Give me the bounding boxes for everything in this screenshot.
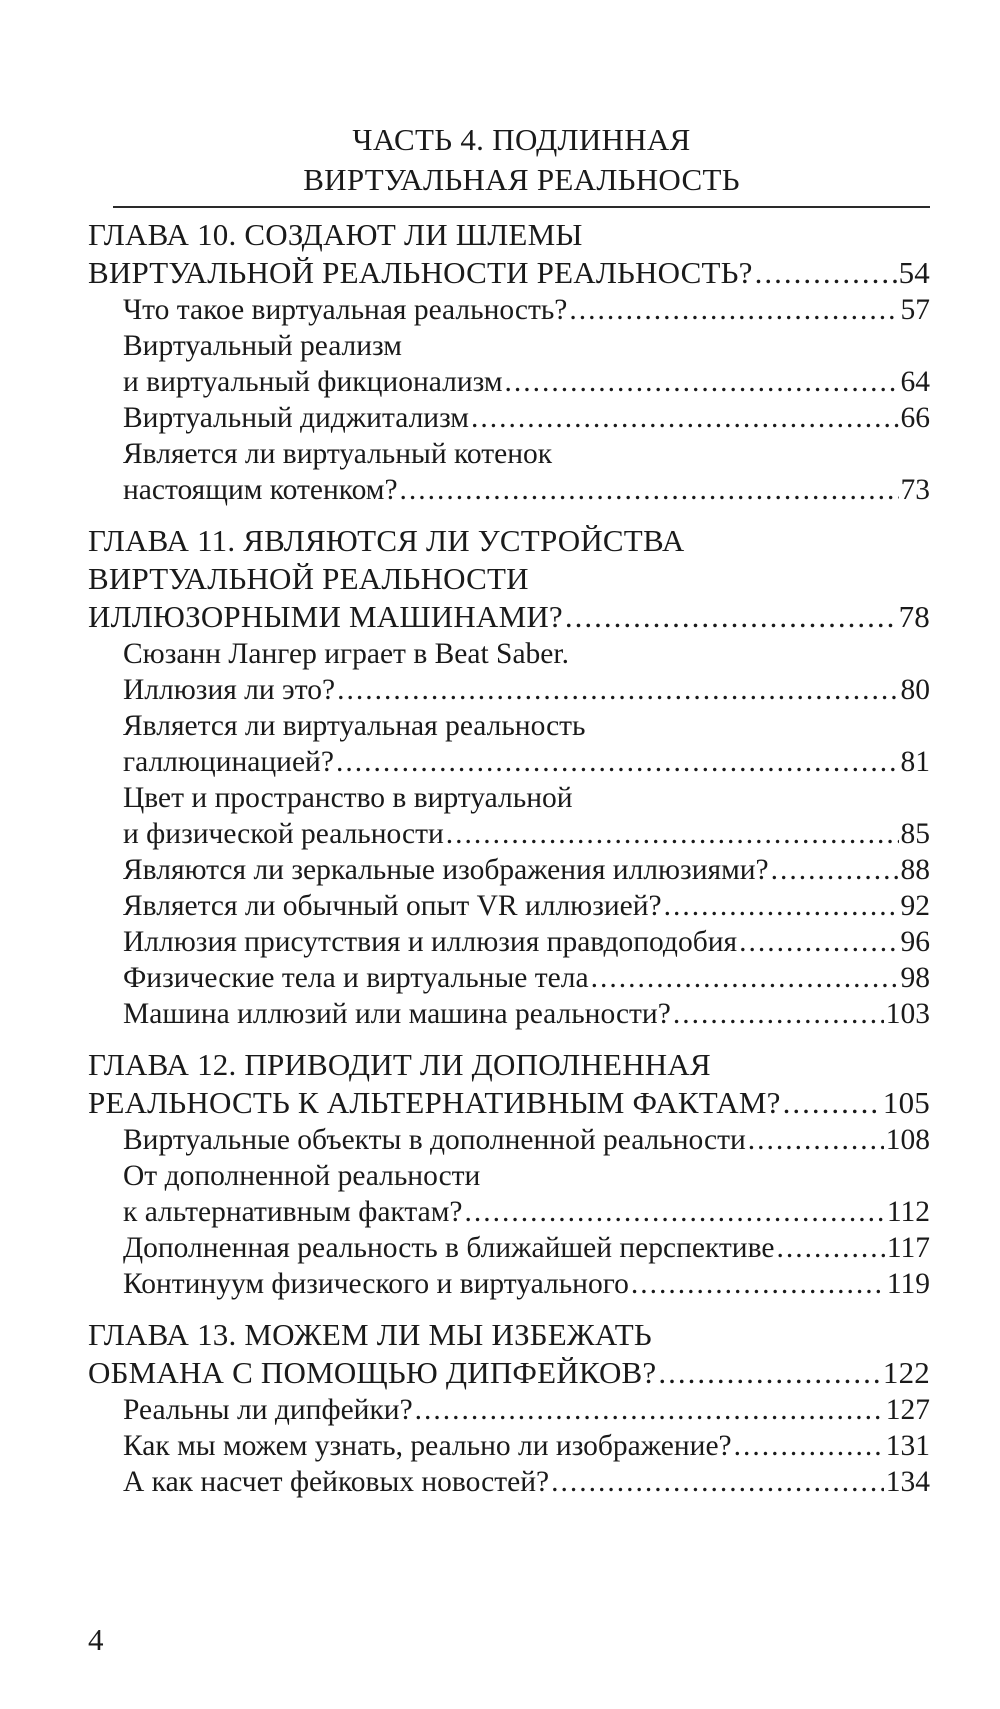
entry-page-number: 57 <box>900 294 930 326</box>
dot-leader <box>551 1464 884 1500</box>
entry-title: ИЛЛЮЗОРНЫМИ МАШИНАМИ? <box>88 599 563 634</box>
entry-title: Виртуальный диджитализм <box>123 402 469 434</box>
section-title-row <box>123 1428 930 1464</box>
section-title-row <box>123 816 930 852</box>
section-entry <box>88 1230 930 1266</box>
entry-title: ВИРТУАЛЬНОЙ РЕАЛЬНОСТИ РЕАЛЬНОСТЬ? <box>88 255 753 290</box>
dot-leader <box>664 888 899 924</box>
section-title-row <box>123 996 930 1032</box>
section-entry <box>88 636 930 708</box>
section-title-line: Является ли виртуальный котенок <box>123 438 553 470</box>
section-title-row <box>123 672 930 708</box>
section-entry <box>88 1464 930 1500</box>
entry-title: Континуум физического и виртуального <box>123 1268 629 1300</box>
chapter-title-line: ГЛАВА 13. МОЖЕМ ЛИ МЫ ИЗБЕЖАТЬ <box>88 1317 652 1352</box>
dot-leader <box>783 1084 881 1122</box>
entry-title: Как мы можем узнать, реально ли изображение? <box>123 1430 732 1462</box>
entry-page-number: 112 <box>886 1196 930 1228</box>
entry-title: к альтернативным фактам? <box>123 1196 463 1228</box>
dot-leader <box>739 924 898 960</box>
section-entry <box>88 328 930 400</box>
section-entry <box>88 996 930 1032</box>
dot-leader <box>734 1428 884 1464</box>
entry-page-number: 98 <box>900 962 930 994</box>
chapter-title-line: ГЛАВА 11. ЯВЛЯЮТСЯ ЛИ УСТРОЙСТВА <box>88 523 685 558</box>
entry-page-number: 88 <box>900 854 930 886</box>
entry-title: галлюцинацией? <box>123 746 334 778</box>
heading-divider <box>113 206 930 208</box>
dot-leader <box>505 364 899 400</box>
section-title-line: Является ли виртуальная реальность <box>123 710 586 742</box>
entry-page-number: 66 <box>900 402 930 434</box>
section-entry <box>88 924 930 960</box>
section-title-row <box>123 1464 930 1500</box>
entry-page-number: 92 <box>900 890 930 922</box>
entry-page-number: 64 <box>900 366 930 398</box>
section-entry <box>88 1428 930 1464</box>
section-title-row <box>123 292 930 328</box>
entry-page-number: 85 <box>900 818 930 850</box>
dot-leader <box>771 852 899 888</box>
section-entry <box>88 1266 930 1302</box>
dot-leader <box>336 744 899 780</box>
entry-page-number: 122 <box>882 1355 930 1390</box>
entry-title: Физические тела и виртуальные тела <box>123 962 589 994</box>
entry-page-number: 78 <box>898 599 930 634</box>
section-title-row <box>123 888 930 924</box>
section-title-row <box>123 1194 930 1230</box>
part-heading <box>113 120 930 200</box>
chapter-entry <box>88 522 930 1032</box>
section-entry <box>88 400 930 436</box>
dot-leader <box>631 1266 885 1302</box>
entry-page-number: 103 <box>885 998 930 1030</box>
section-entry <box>88 960 930 996</box>
entry-title: настоящим котенком? <box>123 474 398 506</box>
dot-leader <box>569 292 898 328</box>
entry-page-number: 81 <box>900 746 930 778</box>
section-entry <box>88 780 930 852</box>
chapter-entry <box>88 1316 930 1500</box>
dot-leader <box>673 996 884 1032</box>
section-entry <box>88 292 930 328</box>
entry-title: Реальны ли дипфейки? <box>123 1394 413 1426</box>
chapter-title-row <box>88 598 930 636</box>
entry-title: Являются ли зеркальные изображения иллюзиями? <box>123 854 769 886</box>
dot-leader <box>755 254 897 292</box>
dot-leader <box>565 598 897 636</box>
section-title-row <box>123 960 930 996</box>
section-entry <box>88 1392 930 1428</box>
section-title-row <box>123 1266 930 1302</box>
entry-page-number: 108 <box>885 1124 930 1156</box>
section-entry <box>88 708 930 780</box>
section-title-row <box>123 924 930 960</box>
entry-page-number: 80 <box>900 674 930 706</box>
chapter-title-row <box>88 254 930 292</box>
entry-title: Что такое виртуальная реальность? <box>123 294 568 326</box>
entry-page-number: 54 <box>898 255 930 290</box>
chapter-entry <box>88 216 930 508</box>
section-title-row <box>123 852 930 888</box>
section-entry <box>88 1122 930 1158</box>
entry-title: Машина иллюзий или машина реальности? <box>123 998 671 1030</box>
part-title-line-1: ЧАСТЬ 4. ПОДЛИННАЯ <box>352 122 691 157</box>
entry-page-number: 131 <box>885 1430 930 1462</box>
dot-leader <box>591 960 899 996</box>
dot-leader <box>337 672 898 708</box>
entry-page-number: 105 <box>882 1085 930 1120</box>
part-title-line-2: ВИРТУАЛЬНАЯ РЕАЛЬНОСТЬ <box>303 162 740 197</box>
entry-page-number: 127 <box>885 1394 930 1426</box>
entry-title: Виртуальные объекты в дополненной реальности <box>123 1124 746 1156</box>
table-of-contents <box>88 216 930 1500</box>
entry-title: Иллюзия ли это? <box>123 674 336 706</box>
section-entry <box>88 1158 930 1230</box>
dot-leader <box>446 816 899 852</box>
entry-title: Иллюзия присутствия и иллюзия правдоподобия <box>123 926 738 958</box>
section-title-row <box>123 400 930 436</box>
section-title-row <box>123 364 930 400</box>
chapter-title-row <box>88 1354 930 1392</box>
entry-title: и физической реальности <box>123 818 444 850</box>
section-title-row <box>123 744 930 780</box>
chapter-title-line: ГЛАВА 12. ПРИВОДИТ ЛИ ДОПОЛНЕННАЯ <box>88 1047 711 1082</box>
chapter-title-line: ГЛАВА 10. СОЗДАЮТ ЛИ ШЛЕМЫ <box>88 217 583 252</box>
entry-page-number: 134 <box>885 1466 930 1498</box>
entry-page-number: 73 <box>900 474 930 506</box>
section-title-row <box>123 1230 930 1266</box>
dot-leader <box>471 400 899 436</box>
chapter-title-row <box>88 1084 930 1122</box>
dot-leader <box>658 1354 881 1392</box>
section-title-row <box>123 1392 930 1428</box>
section-title-line: От дополненной реальности <box>123 1160 481 1192</box>
section-title-line: Цвет и пространство в виртуальной <box>123 782 573 814</box>
chapter-title-line: ВИРТУАЛЬНОЙ РЕАЛЬНОСТИ <box>88 561 529 596</box>
section-title-line: Виртуальный реализм <box>123 330 402 362</box>
page-number: 4 <box>88 1622 104 1657</box>
entry-title: Дополненная реальность в ближайшей перспективе <box>123 1232 775 1264</box>
entry-title: РЕАЛЬНОСТЬ К АЛЬТЕРНАТИВНЫМ ФАКТАМ? <box>88 1085 781 1120</box>
dot-leader <box>748 1122 884 1158</box>
section-title-line: Сюзанн Лангер играет в Beat Saber. <box>123 638 569 670</box>
entry-title: А как насчет фейковых новостей? <box>123 1466 550 1498</box>
section-entry <box>88 436 930 508</box>
entry-page-number: 117 <box>886 1232 930 1264</box>
entry-page-number: 96 <box>900 926 930 958</box>
dot-leader <box>400 472 899 508</box>
section-entry <box>88 888 930 924</box>
section-entry <box>88 852 930 888</box>
section-title-row <box>123 472 930 508</box>
chapter-entry <box>88 1046 930 1302</box>
dot-leader <box>464 1194 884 1230</box>
entry-page-number: 119 <box>886 1268 930 1300</box>
dot-leader <box>776 1230 884 1266</box>
entry-title: и виртуальный фикционализм <box>123 366 503 398</box>
dot-leader <box>415 1392 884 1428</box>
entry-title: Является ли обычный опыт VR иллюзией? <box>123 890 662 922</box>
entry-title: ОБМАНА С ПОМОЩЬЮ ДИПФЕЙКОВ? <box>88 1355 657 1390</box>
section-title-row <box>123 1122 930 1158</box>
